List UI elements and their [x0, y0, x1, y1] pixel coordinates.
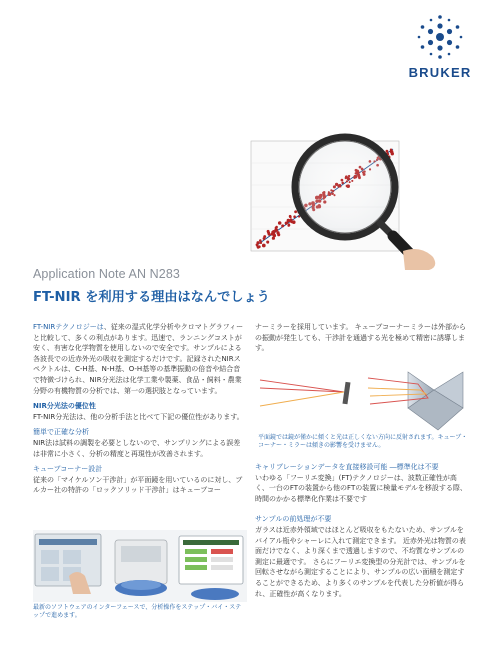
scatter-point: [267, 241, 269, 243]
section-heading-advantages: NIR分光法の優位性: [33, 402, 96, 411]
section-text-calibration: いわゆる「フーリエ変換」(FT)テクノロジーは、波数正確性が高く、一台のFTの装置から他のFTの装置に検量モデルを移設する際、時間のかかる標準化作業は不要です: [255, 473, 467, 503]
right-continued-text: ナーミラーを採用しています。 キューブコーナーミラーは外部からの振動が発生しても、干渉計を通過する光を極めて精密に誘導します。: [255, 323, 466, 353]
scatter-point: [278, 221, 282, 225]
screens-caption: 最新のソフトウェアのインターフェースで、分析操作をステップ・バイ・ステップで進めます。: [33, 604, 242, 620]
section-heading-calibration: キャリブレーションデータを直接移設可能 ―標準化は不要: [255, 463, 439, 471]
software-screens-photo: [33, 530, 247, 602]
mirror-optics-diagram: [258, 368, 470, 434]
right-column-lower: [255, 462, 470, 599]
scatter-point: [293, 215, 296, 218]
scatter-point: [289, 216, 292, 219]
scatter-point: [275, 226, 278, 229]
scatter-point: [258, 245, 261, 248]
section-text-advantages: FT-NIR分光法は、他の分析手法と比べて下記の優位性があります。: [33, 412, 244, 421]
bruker-logo: [398, 13, 482, 91]
scatter-point: [263, 235, 266, 238]
section-text-no-prep: ガラスは近赤外領域ではほとんど吸収をもたないため、サンプルをバイアル瓶やシャーレに入れて測定できます。 近赤外光は物質の表面だけでなく、より深くまで透過しますので、不均質なサンプルの測定に最適です。 さらにフーリエ変換型の分光計では、サンプルを回転させながら測定することにより、サンプルの広い面積を測定することができるため、より多くのサンプルを代表した分析値が得られ、正確性が高くなります。: [255, 525, 466, 598]
intro-lead: FT-NIRテクノロジーは: [33, 323, 104, 331]
scatter-point: [273, 234, 277, 238]
brand-name: BRUKER: [408, 65, 472, 80]
intro-paragraph: [33, 322, 247, 396]
left-column: [33, 322, 247, 496]
scatter-point: [286, 221, 288, 223]
section-text-cube-corner: 従来の「マイケルソン干渉計」が平面鏡を用いているのに対し、ブルカー社の特許の「ロックソリッド干渉計」はキューブコー: [33, 475, 243, 495]
section-heading-cube-corner: キューブコーナー設計: [33, 465, 103, 474]
scatter-point: [262, 244, 266, 248]
magnifier-scatter-illustration: [235, 125, 445, 270]
scatter-point: [298, 216, 300, 218]
scatter-point: [281, 224, 284, 227]
optics-caption: 平面鏡では鏡が僅かに傾くと光は正しくない方向に反射されます。キューブ・コーナー・ミラーは傾きの影響を受けません。: [258, 434, 468, 450]
scatter-point: [271, 231, 273, 233]
bruker-atom-icon: [416, 13, 464, 61]
intro-text: 、従来の湿式化学分析やクロマトグラフィーと比較して、多くの利点があります。迅速で、ランニングコストが安く、有害な化学物質を使用しないので安全です。サンプルによる各波長での近赤外光の吸収を測定するだけです。記録されたNIRスペクトルは、C-H基、N-H基、O-H基等の基準振動の倍音や結合音で特徴づけられ、NIR分光法は化学工業や製薬、食品・飼料・農業分野の有機物質の分析では、第一の選択肢となっています。: [33, 323, 244, 395]
application-note-number: Application Note AN N283: [33, 267, 180, 281]
right-column: [255, 322, 470, 354]
scatter-point: [268, 234, 270, 236]
scatter-point: [290, 221, 293, 224]
scatter-point: [287, 224, 290, 227]
scatter-point: [294, 210, 297, 213]
section-heading-simple-analysis: 簡単で正確な分析: [33, 428, 89, 437]
scatter-point: [391, 152, 394, 155]
scatter-point: [277, 233, 280, 236]
section-text-simple-analysis: NIR法は試料の調製を必要としないので、サンプリングによる誤差は非常に小さく、分析の精度と再現性が改善されます。: [33, 438, 241, 458]
scatter-point: [274, 228, 278, 232]
section-heading-no-prep: サンプルの前処理が不要: [255, 515, 332, 524]
page-title: FT-NIR を利用する理由はなんでしょう: [33, 290, 270, 305]
scatter-point: [260, 241, 263, 244]
